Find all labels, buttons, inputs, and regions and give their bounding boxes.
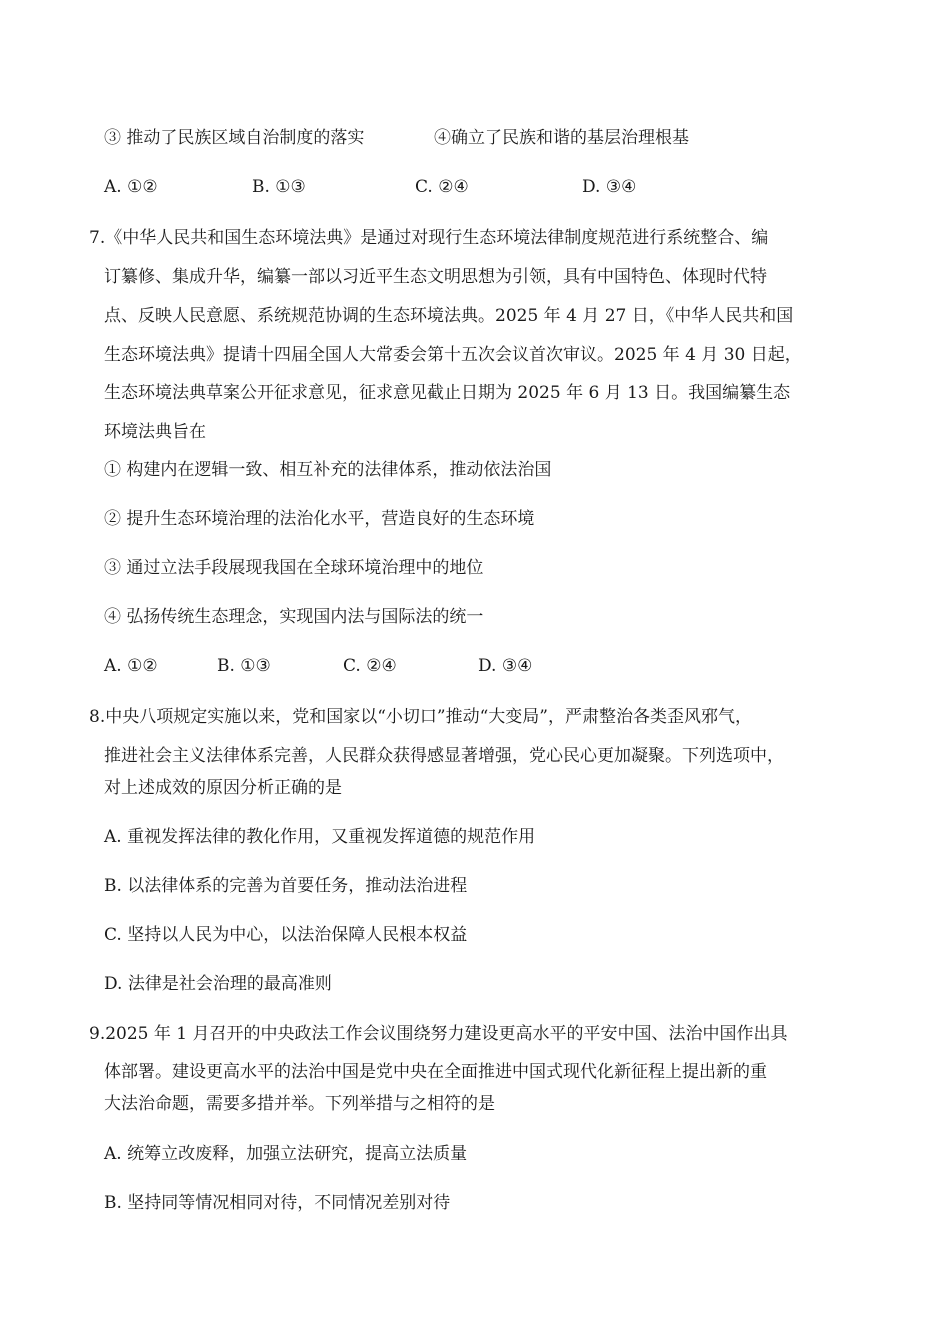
q6-statements-row [104,126,864,150]
q9-stem-line-3: 大法治命题，需要多措并举。下列举措与之相符的是 [104,1094,495,1114]
q9-option-b: B. 坚持同等情况相同对待，不同情况差别对待 [104,1193,451,1213]
q9-stem-line-1: 9.2025 年 1 月召开的中央政法工作会议围绕努力建设更高水平的平安中国、法治中国作出具 [89,1024,788,1044]
q6-statement-4: ④确立了民族和谐的基层治理根基 [434,128,689,148]
q7-stem-line-4: 生态环境法典》提请十四届全国人大常委会第十五次会议首次审议。2025 年 4 月 30 日起， [104,345,802,365]
q7-option-a: A. ①② [104,656,158,676]
q8-stem-line-3: 对上述成效的原因分析正确的是 [104,778,342,798]
q7-statement-1: ① 构建内在逻辑一致、相互补充的法律体系，推动依法治国 [104,460,552,480]
q7-option-b: B. ①③ [217,656,271,676]
q6-option-a: A. ①② [104,177,158,197]
q6-options [104,175,864,199]
q8-option-b: B. 以法律体系的完善为首要任务，推动法治进程 [104,876,468,896]
q7-option-c: C. ②④ [343,656,397,676]
q7-options [104,654,864,678]
q7-stem-line-5: 生态环境法典草案公开征求意见，征求意见截止日期为 2025 年 6 月 13 日。我国编纂生态 [104,383,791,403]
q7-stem-line-3: 点、反映人民意愿、系统规范协调的生态环境法典。2025 年 4 月 27 日，《中华人民共和国 [104,306,794,326]
q9-option-a: A. 统筹立改废释，加强立法研究，提高立法质量 [104,1144,468,1164]
q6-statement-3: ③ 推动了民族区域自治制度的落实 [104,128,365,148]
q8-option-d: D. 法律是社会治理的最高准则 [104,974,332,994]
q7-statement-2: ② 提升生态环境治理的法治化水平，营造良好的生态环境 [104,509,535,529]
q9-stem-line-2: 体部署。建设更高水平的法治中国是党中央在全面推进中国式现代化新征程上提出新的重 [104,1062,767,1082]
q7-statement-3: ③ 通过立法手段展现我国在全球环境治理中的地位 [104,558,484,578]
q7-stem-line-6: 环境法典旨在 [104,422,206,442]
q8-stem-line-2: 推进社会主义法律体系完善，人民群众获得感显著增强，党心民心更加凝聚。下列选项中， [104,746,784,766]
q8-option-c: C. 坚持以人民为中心，以法治保障人民根本权益 [104,925,468,945]
q7-option-d: D. ③④ [478,656,533,676]
q8-option-a: A. 重视发挥法律的教化作用，又重视发挥道德的规范作用 [104,827,536,847]
q7-stem-line-1: 7.《中华人民共和国生态环境法典》是通过对现行生态环境法律制度规范进行系统整合、编 [89,228,769,248]
q6-option-c: C. ②④ [415,177,469,197]
q7-stem-line-2: 订纂修、集成升华，编纂一部以习近平生态文明思想为引领，具有中国特色、体现时代特 [104,267,767,287]
q6-option-b: B. ①③ [252,177,306,197]
q7-statement-4: ④ 弘扬传统生态理念，实现国内法与国际法的统一 [104,607,484,627]
q6-option-d: D. ③④ [582,177,637,197]
q8-stem-line-1: 8.中央八项规定实施以来，党和国家以“小切口”推动“大变局”，严肃整治各类歪风邪气， [89,707,752,727]
